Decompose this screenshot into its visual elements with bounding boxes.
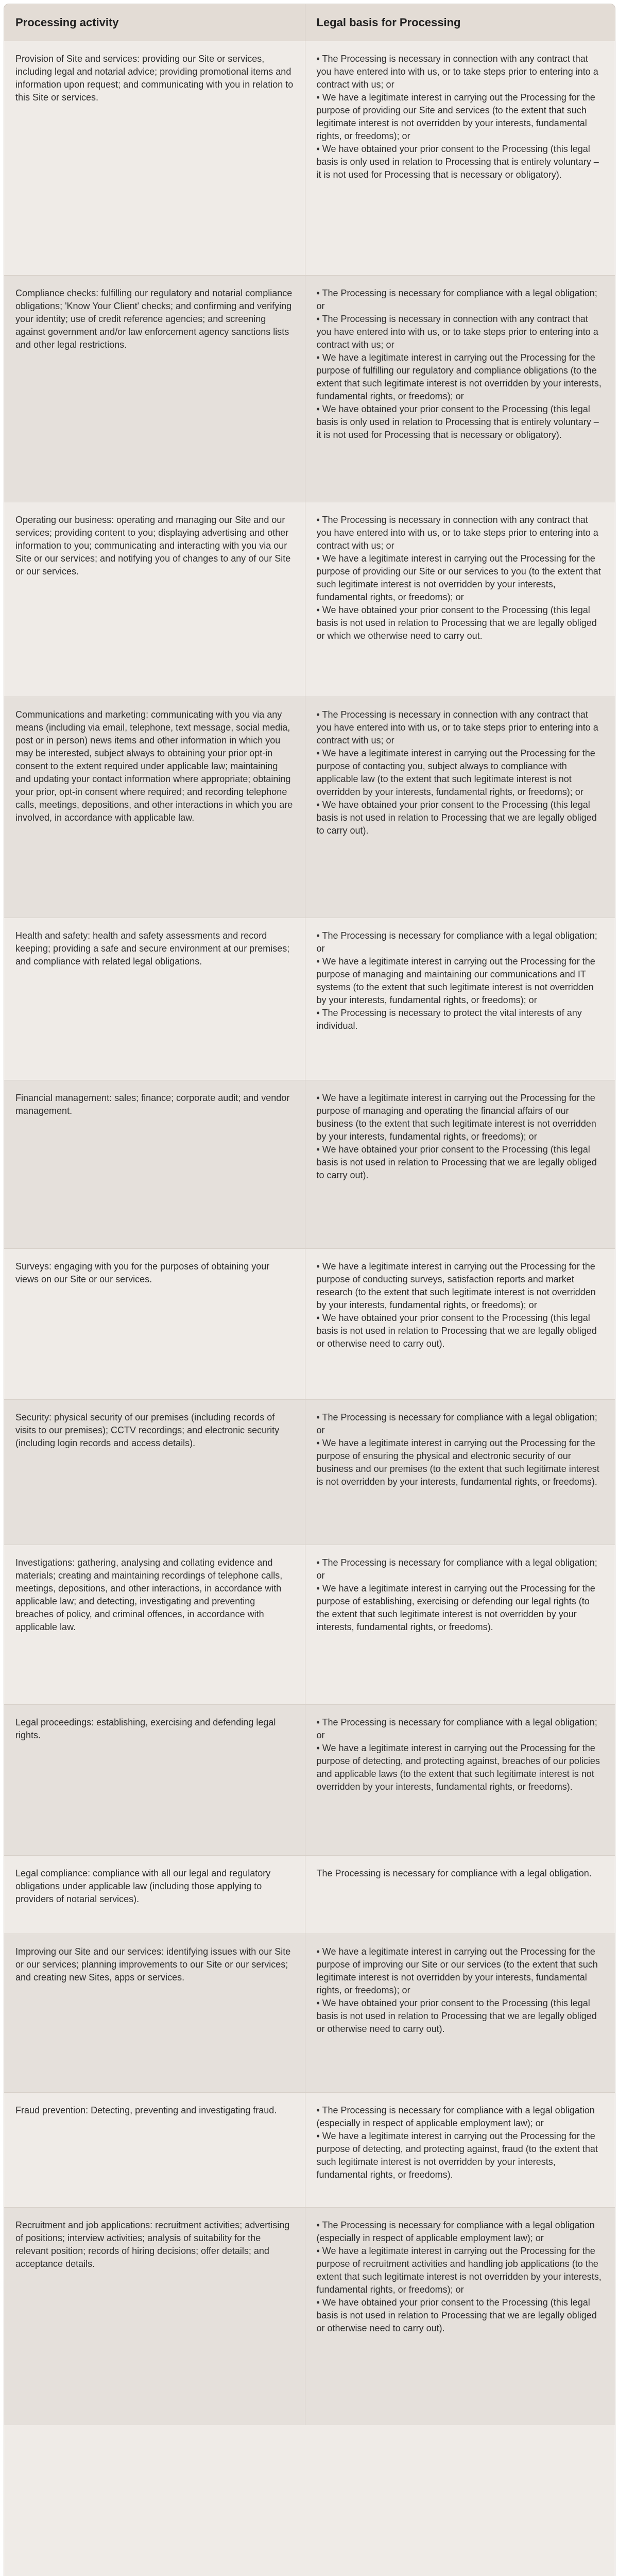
legal-basis-item: • We have obtained your prior consent to the Processing (this legal basis is not used in relation to Processing that we are legally obliged to carry out). — [316, 1144, 597, 1180]
processing-table — [4, 4, 615, 2576]
table-body — [4, 41, 615, 2425]
legal-basis-item: • The Processing is necessary for compliance with a legal obligation (especially in respect of applicable employment law); or — [316, 2220, 595, 2243]
processing-activity-cell: Security: physical security of our premises (including records of visits to our premises); CCTV recordings; and electronic security (including login records and access details). — [4, 1400, 305, 1545]
processing-activity-cell: Improving our Site and our services: identifying issues with our Site or our services; planning improvements to our Site or our services; and creating new Sites, apps or services. — [4, 1934, 305, 2093]
table-row — [4, 1545, 615, 1705]
table-row — [4, 2093, 615, 2208]
legal-basis-item: • The Processing is necessary in connection with any contract that you have entered into with us, or to take steps prior to entering into a contract with us; or — [316, 709, 598, 745]
processing-activity-cell: Surveys: engaging with you for the purposes of obtaining your views on our Site or our services. — [4, 1249, 305, 1400]
processing-activity-cell: Provision of Site and services: providing our Site or services, including legal and notarial advice; providing promotional items and information upon request; and communicating with you in relation to this Site or services. — [4, 41, 305, 276]
table-row — [4, 1856, 615, 1934]
processing-activity-cell: Operating our business: operating and managing our Site and our services; providing content to you; displaying advertising and other information to you; communicating and interacting with you via our Site or our services; and notifying you of changes to any of our Site or our services. — [4, 502, 305, 697]
legal-basis-table — [4, 4, 615, 2425]
legal-basis-item: • We have a legitimate interest in carrying out the Processing for the purpose of providing our Site or our services to you (to the extent that such legitimate interest is not overridden by your interests, fundamental rights, or freedoms); or — [316, 553, 601, 602]
legal-basis-cell — [305, 2208, 615, 2425]
legal-basis-item: • The Processing is necessary for compliance with a legal obligation; or — [316, 930, 597, 954]
legal-basis-item: • We have obtained your prior consent to the Processing (this legal basis is not used in relation to Processing that we are legally obliged or otherwise need to carry out). — [316, 2297, 597, 2333]
legal-basis-cell — [305, 1856, 615, 1934]
processing-activity-cell: Financial management: sales; finance; corporate audit; and vendor management. — [4, 1080, 305, 1249]
legal-basis-item: • We have obtained your prior consent to the Processing (this legal basis is only used in relation to Processing that is entirely voluntary – it is not used for Processing that is necessary or obligatory). — [316, 404, 599, 440]
legal-basis-item: • We have obtained your prior consent to the Processing (this legal basis is not used in relation to Processing that we are legally obliged or which we otherwise need to carry out. — [316, 605, 597, 641]
legal-basis-item: • The Processing is necessary in connection with any contract that you have entered into with us, or to take steps prior to entering into a contract with us; or — [316, 515, 598, 551]
table-row — [4, 1400, 615, 1545]
legal-basis-cell — [305, 1545, 615, 1705]
legal-basis-item: • We have a legitimate interest in carrying out the Processing for the purpose of fulfilling our regulatory and compliance obligations (to the extent that such legitimate interest is not overridden by your interests, fundamental rights, or freedoms); or — [316, 352, 602, 401]
header-processing-activity: Processing activity — [4, 4, 305, 41]
table-row — [4, 1249, 615, 1400]
legal-basis-cell — [305, 41, 615, 276]
legal-basis-item: • We have a legitimate interest in carrying out the Processing for the purpose of conducting surveys, satisfaction reports and market research (to the extent that such legitimate interest is not overridden by your interests, fundamental rights, or freedoms); or — [316, 1261, 596, 1310]
processing-activity-cell: Investigations: gathering, analysing and collating evidence and materials; creating and maintaining recordings of telephone calls, meetings, depositions, and other interactions, in accordance with applicable law; and detecting, investigating and preventing breaches of policy, and criminal offences, in accordance with applicable law. — [4, 1545, 305, 1705]
legal-basis-item: • We have a legitimate interest in carrying out the Processing for the purpose of improving our Site or our services (to the extent that such legitimate interest is not overridden by your interests, fundamental rights, or freedoms); or — [316, 1946, 598, 1995]
header-legal-basis: Legal basis for Processing — [305, 4, 615, 41]
legal-basis-item: • We have a legitimate interest in carrying out the Processing for the purpose of contacting you, subject always to compliance with applicable law (to the extent that such legitimate interest is not overridden by your interests, fundamental rights, or freedoms); or — [316, 748, 595, 797]
legal-basis-item: • We have a legitimate interest in carrying out the Processing for the purpose of recruitment activities and handling job applications (to the extent that such legitimate interest is not overridden by your interests, fundamental rights, or freedoms); or — [316, 2246, 602, 2295]
legal-basis-item: • The Processing is necessary for compliance with a legal obligation; or — [316, 1717, 597, 1740]
legal-basis-cell — [305, 276, 615, 502]
legal-basis-item: • We have obtained your prior consent to the Processing (this legal basis is not used in relation to Processing that we are legally obliged or otherwise need to carry out). — [316, 1313, 597, 1349]
legal-basis-item: • We have obtained your prior consent to the Processing (this legal basis is not used in relation to Processing that we are legally obliged to carry out). — [316, 800, 597, 836]
legal-basis-item: • We have a legitimate interest in carrying out the Processing for the purpose of providing our Site and services (to the extent that such legitimate interest is not overridden by your interests, fundamental rights, or freedoms); or — [316, 92, 595, 141]
legal-basis-cell — [305, 1400, 615, 1545]
legal-basis-item: • The Processing is necessary to protect the vital interests of any individual. — [316, 1008, 582, 1031]
legal-basis-cell — [305, 697, 615, 918]
legal-basis-cell — [305, 502, 615, 697]
processing-activity-cell: Compliance checks: fulfilling our regulatory and notarial compliance obligations; 'Know Your Client' checks; and confirming and verifying your identity; use of credit reference agencies; and screening against government and/or law enforcement agency sanctions lists and other legal restrictions. — [4, 276, 305, 502]
legal-basis-item: • The Processing is necessary for compliance with a legal obligation (especially in respect of applicable employment law); or — [316, 2105, 595, 2128]
legal-basis-item: • The Processing is necessary in connection with any contract that you have entered into with us, or to take steps prior to entering into a contract with us; or — [316, 314, 598, 350]
processing-activity-cell: Recruitment and job applications: recruitment activities; advertising of positions; interview activities; analysis of suitability for the relevant position; records of hiring decisions; offer details; and acceptance details. — [4, 2208, 305, 2425]
table-row — [4, 1080, 615, 1249]
table-row — [4, 41, 615, 276]
legal-basis-item: • We have a legitimate interest in carrying out the Processing for the purpose of ensuring the physical and electronic security of our business and our premises (to the extent that such legitimate interest is not overridden by your interests, fundamental rights, or freedoms). — [316, 1438, 599, 1487]
table-row — [4, 1705, 615, 1856]
table-row — [4, 502, 615, 697]
table-row — [4, 918, 615, 1080]
legal-basis-item: • The Processing is necessary for compliance with a legal obligation; or — [316, 1412, 597, 1435]
legal-basis-cell — [305, 1249, 615, 1400]
legal-basis-item: The Processing is necessary for compliance with a legal obligation. — [316, 1868, 592, 1878]
legal-basis-item: • The Processing is necessary in connection with any contract that you have entered into with us, or to take steps prior to entering into a contract with us; or — [316, 54, 598, 90]
legal-basis-cell — [305, 2093, 615, 2208]
legal-basis-cell — [305, 918, 615, 1080]
legal-basis-item: • We have obtained your prior consent to the Processing (this legal basis is only used in relation to Processing that is entirely voluntary – it is not used for Processing that is necessary or obligatory). — [316, 144, 599, 180]
processing-activity-cell: Legal proceedings: establishing, exercising and defending legal rights. — [4, 1705, 305, 1856]
legal-basis-item: • We have a legitimate interest in carrying out the Processing for the purpose of establishing, exercising or defending our legal rights (to the extent that such legitimate interest is not overridden by your interests, fundamental rights, or freedoms). — [316, 1583, 595, 1632]
legal-basis-item: • We have a legitimate interest in carrying out the Processing for the purpose of detecting, and protecting against, breaches of our policies and applicable laws (to the extent that such legitimate interest is not overridden by your interests, fundamental rights, or freedoms). — [316, 1743, 600, 1792]
legal-basis-cell — [305, 1934, 615, 2093]
table-row — [4, 2208, 615, 2425]
legal-basis-item: • We have a legitimate interest in carrying out the Processing for the purpose of managing and maintaining our communications and IT systems (to the extent that such legitimate interest is not overridden by your interests, fundamental rights, or freedoms); or — [316, 956, 595, 1005]
legal-basis-cell — [305, 1705, 615, 1856]
table-header-row — [4, 4, 615, 41]
processing-activity-cell: Fraud prevention: Detecting, preventing and investigating fraud. — [4, 2093, 305, 2208]
legal-basis-item: • The Processing is necessary for compliance with a legal obligation; or — [316, 288, 597, 311]
legal-basis-item: • The Processing is necessary for compliance with a legal obligation; or — [316, 1557, 597, 1581]
table-row — [4, 276, 615, 502]
table-row — [4, 697, 615, 918]
table-row — [4, 1934, 615, 2093]
legal-basis-item: • We have obtained your prior consent to the Processing (this legal basis is not used in relation to Processing that we are legally obliged or otherwise need to carry out). — [316, 1998, 597, 2034]
processing-activity-cell: Communications and marketing: communicating with you via any means (including via email, telephone, text message, social media, post or in person) news items and other information in which you may be interested, subject always to obtaining your prior opt-in consent to the extent required under applicable law; maintaining and updating your contact information where appropriate; obtaining your prior, opt-in consent where required; and recording telephone calls, meetings, depositions, and other interactions in which you are involved, in accordance with applicable law. — [4, 697, 305, 918]
legal-basis-item: • We have a legitimate interest in carrying out the Processing for the purpose of detecting, and protecting against, fraud (to the extent that such legitimate interest is not overridden by your interests, fundamental rights, or freedoms). — [316, 2131, 598, 2180]
legal-basis-cell — [305, 1080, 615, 1249]
legal-basis-item: • We have a legitimate interest in carrying out the Processing for the purpose of managing and operating the financial affairs of our business (to the extent that such legitimate interest is not overridden by your interests, fundamental rights, or freedoms); or — [316, 1093, 596, 1142]
processing-activity-cell: Legal compliance: compliance with all our legal and regulatory obligations under applicable law (including those applying to providers of notarial services). — [4, 1856, 305, 1934]
processing-activity-cell: Health and safety: health and safety assessments and record keeping; providing a safe and secure environment at our premises; and compliance with related legal obligations. — [4, 918, 305, 1080]
